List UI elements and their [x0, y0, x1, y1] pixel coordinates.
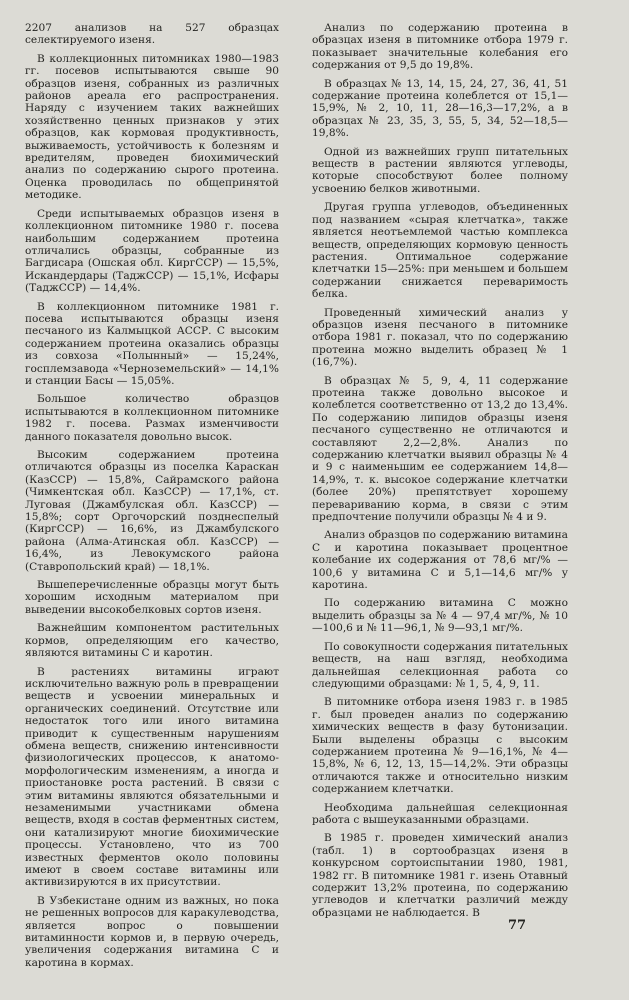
left-column: [25, 22, 279, 975]
paragraph: Вышеперечисленные образцы могут быть хорошим исходным материалом при выведении высокобелковых сортов изеня.: [25, 579, 279, 616]
paragraph: Большое количество образцов испытываются в коллекционном питомнике 1982 г. посева. Размах изменчивости данного показателя довольно высок.: [25, 393, 279, 443]
paragraph: В коллекционном питомнике 1981 г. посева испытываются образцы изеня песчаного из Калмыцкой АССР. С высоким содержанием протеина оказались образцы из совхоза «Полынный» — 15,24%, госплемзавода «Черноземельский» — 14,1% и станции Басы — 15,05%.: [25, 300, 279, 387]
paragraph: В коллекционных питомниках 1980—1983 гг. посевов испытываются свыше 90 образцов изеня, собранных из различных районов ареала его распространения. Наряду с изучением таких важнейших хозяйственно ценных признаков у этих образцов, как кормовая продуктивность, выживаемость, устойчивость к болезням и вредителям, проведен биохимический анализ по содержанию сырого протеина. Оценка проводилась по общепринятой методике.: [25, 52, 279, 202]
paragraph: Другая группа углеводов, объединенных под названием «сырая клетчатка», также является неотъемлемой частью комплекса веществ, определяющих кормовую ценность растения. Оптимальное содержание клетчатки 15—25%: при меньшем и большем содержании снижается переваримость белка.: [312, 201, 568, 301]
paragraph: По содержанию витамина С можно выделить образцы за № 4 — 97,4 мг/%, № 10—100,6 и № 11—96,1, № 9—93,1 мг/%.: [312, 597, 568, 635]
paragraph: Анализ по содержанию протеина в образцах изеня в питомнике отбора 1979 г. показывает значительные колебания его содержания от 9,5 до 19,8%.: [312, 22, 568, 72]
paragraph: В образцах № 13, 14, 15, 24, 27, 36, 41, 51 содержание протеина колеблется от 15,1—15,9%, № 2, 10, 11, 28—16,3—17,2%, а в образцах № 23, 35, 3, 55, 5, 34, 52—18,5—19,8%.: [312, 77, 568, 140]
paragraph: В образцах № 5, 9, 4, 11 содержание протеина также довольно высокое и колеблется соответственно от 13,2 до 13,4%. По содержанию липидов образцы изеня песчаного существенно не отличаются и составляют 2,2—2,8%. Анализ по содержанию клетчатки выявил образцы № 4 и 9 с наименьшим ее содержанием 14,8—14,9%, т. к. высокое содержание клетчатки (более 20%) препятствует хорошему перевариванию корма, в связи с этим предпочтение получили образцы № 4 и 9.: [312, 374, 568, 524]
paragraph: Анализ образцов по содержанию витамина С и каротина показывает процентное колебание их содержания от 78,6 мг/% — 100,6 у витамина С и 5,1—14,6 мг/% у каротина.: [312, 529, 568, 592]
paragraph: В 1985 г. проведен химический анализ (табл. 1) в сортообразцах изеня в конкурсном сортоиспытании 1980, 1981, 1982 гг. В питомнике 1981 г. изень Отавный содержит 13,2% протеина, по содержанию углеводов и клетчатки различий между образцами не наблюдается. В: [312, 832, 568, 919]
paragraph: По совокупности содержания питательных веществ, на наш взгляд, необходима дальнейшая селекционная работа со следующими образцами: № 1, 5, 4, 9, 11.: [312, 640, 568, 690]
right-column: [312, 22, 568, 925]
page-number: 77: [508, 918, 527, 933]
paragraph: В растениях витамины играют исключительно важную роль в превращении веществ и усвоении минеральных и органических соединений. Отсутствие или недостаток того или иного витамина приводит к существенным нарушениям обмена веществ, снижению интенсивности физиологических процессов, к анатомо-морфологическим изменениям, а иногда и приостановке роста растений. В связи с этим витамины являются обязательными и незаменимыми участниками обмена веществ, входя в состав ферментных систем, они катализируют многие биохимические процессы. Установлено, что из 700 известных ферментов около половины имеют в своем составе витамины или активизируются в их присутствии.: [25, 665, 279, 889]
paragraph: Высоким содержанием протеина отличаются образцы из поселка Караскан (КазССР) — 15,8%, Сайрамского района (Чимкентская обл. КазССР) — 17,1%, ст. Луговая (Джамбулская обл. КазССР) — 15,8%; сорт Оргочорский позднеспелый (КиргССР) — 16,6%, из Джамбулского района (Алма-Атинская обл. КазССР) — 16,4%, из Левокумского района (Ставропольский край) — 18,1%.: [25, 449, 279, 573]
paragraph: Важнейшим компонентом растительных кормов, определяющим его качество, являются витамины С и каротин.: [25, 622, 279, 660]
paragraph: В питомнике отбора изеня 1983 г. в 1985 г. был проведен анализ по содержанию химических веществ в фазу бутонизации. Были выделены образцы с высоким содержанием протеина № 9—16,1%, № 4—15,8%, № 6, 12, 13, 15—14,2%. Эти образцы отличаются также и относительно низким содержанием клетчатки.: [312, 696, 568, 796]
paragraph: Необходима дальнейшая селекционная работа с вышеуказанными образцами.: [312, 801, 568, 826]
paragraph: Одной из важнейших групп питательных веществ в растении являются углеводы, которые способствуют более полному усвоению белков животными.: [312, 145, 568, 195]
paragraph: Проведенный химический анализ у образцов изеня песчаного в питомнике отбора 1981 г. показал, что по содержанию протеина можно выделить образец № 1 (16,7%).: [312, 306, 568, 369]
paragraph: 2207 анализов на 527 образцах селектируемого изеня.: [25, 22, 279, 47]
paragraph: В Узбекистане одним из важных, но пока не решенных вопросов для каракулеводства, является вопрос о повышении витаминности кормов и, в первую очередь, увеличения содержания витамина С и каротина в кормах.: [25, 894, 279, 969]
paragraph: Среди испытываемых образцов изеня в коллекционном питомнике 1980 г. посева наибольшим содержанием протеина отличались образцы, собранные из Багдисара (Ошская обл. КиргССР) — 15,5%, Искандердары (ТаджССР) — 15,1%, Исфары (ТаджССР) — 14,4%.: [25, 207, 279, 295]
